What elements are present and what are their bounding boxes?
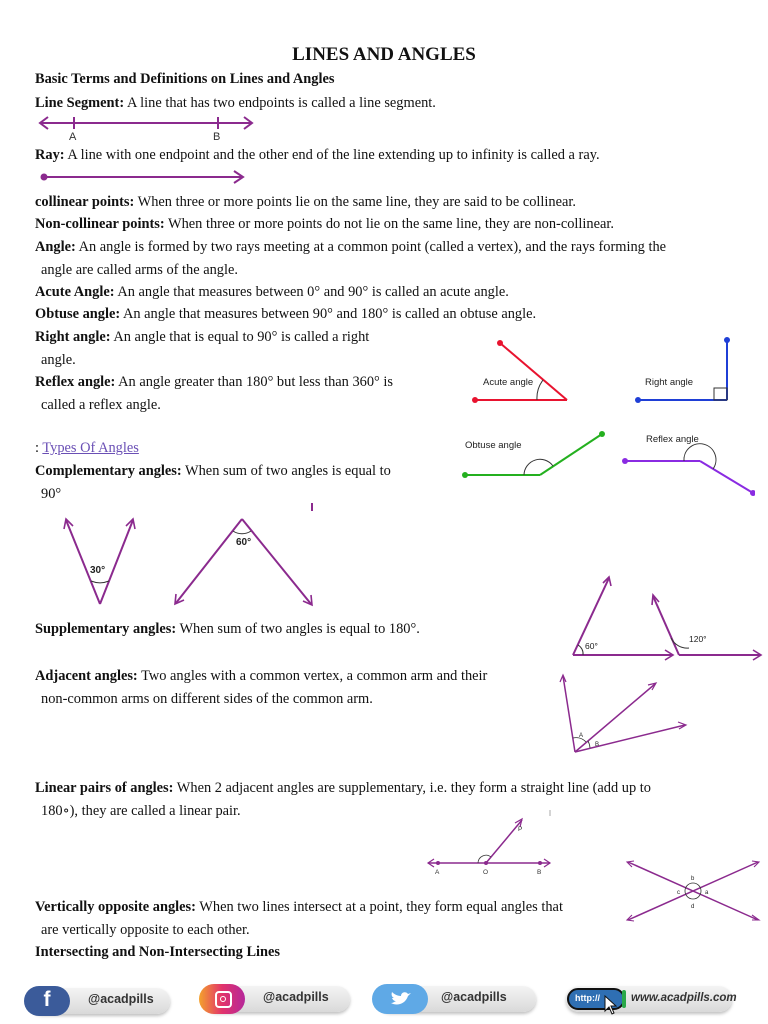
vo-c-label: c: [677, 890, 680, 896]
section-intersecting-lines: Intersecting and Non-Intersecting Lines: [35, 944, 281, 960]
vo-a-label: a: [705, 890, 709, 896]
facebook-handle[interactable]: @acadpills: [88, 992, 154, 1006]
linear-o-label: O: [483, 869, 489, 876]
green-accent-bar: [622, 990, 626, 1008]
linear-b-label: B: [537, 869, 542, 876]
adjacent-b-label: B: [595, 742, 600, 748]
point-b-label: B: [213, 131, 221, 142]
def-complementary: Complementary angles: When sum of two angles is equal to 90°: [35, 463, 391, 502]
def-collinear: collinear points: When three or more points lie on the same line, they are said to be collinear.: [35, 194, 576, 210]
reflex-angle-label: Reflex angle: [646, 434, 699, 445]
ray-figure: [38, 168, 250, 186]
supplementary-figure: [565, 572, 765, 664]
vo-d-label: d: [691, 904, 695, 910]
angle-120-label: 120°: [689, 634, 707, 644]
types-of-angles-link[interactable]: Types Of Angles: [42, 440, 139, 456]
def-line-segment: Line Segment: A line that has two endpoints is called a line segment.: [35, 95, 436, 111]
linear-p-label: P: [518, 826, 523, 833]
angle-60-supp-label: 60°: [585, 641, 598, 651]
def-linear-pair: Linear pairs of angles: When 2 adjacent angles are supplementary, i.e. they form a straight line (add up to 180∘), they are called a linear pair.: [35, 780, 651, 819]
twitter-handle[interactable]: @acadpills: [441, 990, 507, 1004]
def-obtuse: Obtuse angle: An angle that measures between 90° and 180° is called an obtuse angle.: [35, 306, 537, 322]
def-ray: Ray: A line with one endpoint and the other end of the line extending up to infinity is called a ray.: [35, 147, 600, 163]
right-angle-label: Right angle: [645, 377, 694, 388]
def-supplementary: Supplementary angles: When sum of two angles is equal to 180°.: [35, 621, 420, 637]
def-angle: Angle: An angle is formed by two rays meeting at a common point (called a vertex), and the rays forming the angle are called arms of the angle.: [35, 239, 667, 278]
complementary-figure: [50, 500, 330, 612]
linear-a-label: A: [435, 869, 440, 876]
twitter-icon[interactable]: [372, 984, 428, 1014]
def-adjacent: Adjacent angles: Two angles with a common vertex, a common arm and their non-common arms on different sides of the common arm.: [35, 668, 488, 707]
cursor-icon: [603, 995, 617, 1015]
adjacent-a-label: A: [579, 733, 584, 739]
url-badge-text: http://: [575, 993, 600, 1003]
linear-pair-figure: [424, 806, 554, 878]
def-acute: Acute Angle: An angle that measures between 0° and 90° is called an acute angle.: [35, 284, 509, 300]
page-title: LINES AND ANGLES: [292, 44, 476, 65]
website-url[interactable]: www.acadpills.com: [631, 992, 737, 1004]
adjacent-figure: [555, 670, 690, 758]
instagram-handle[interactable]: @acadpills: [263, 990, 329, 1004]
def-reflex: Reflex angle: An angle greater than 180° but less than 360° is called a reflex angle.: [35, 374, 394, 413]
point-a-label: A: [69, 131, 77, 142]
facebook-icon[interactable]: f: [24, 986, 70, 1016]
def-noncollinear: Non-collinear points: When three or more points do not lie on the same line, they are non-collinear.: [35, 216, 614, 232]
vo-b-label: b: [691, 876, 695, 882]
def-vertically-opposite: Vertically opposite angles: When two lines intersect at a point, they form equal angles that are vertically opposite to each other.: [35, 899, 563, 938]
angle-30-label: 30°: [90, 565, 106, 576]
angle-types-figure: [455, 335, 755, 505]
angle-60-label: 60°: [236, 537, 252, 548]
line-segment-figure: [36, 112, 258, 142]
vertically-opposite-figure: [622, 856, 764, 926]
section-subtitle: Basic Terms and Definitions on Lines and Angles: [35, 71, 335, 87]
acute-angle-label: Acute angle: [483, 377, 534, 388]
def-right: Right angle: An angle that is equal to 90° is called a right angle.: [35, 329, 370, 368]
types-of-angles-line: : Types Of Angles: [35, 440, 139, 456]
obtuse-angle-label: Obtuse angle: [465, 440, 522, 451]
instagram-icon[interactable]: [199, 984, 245, 1014]
